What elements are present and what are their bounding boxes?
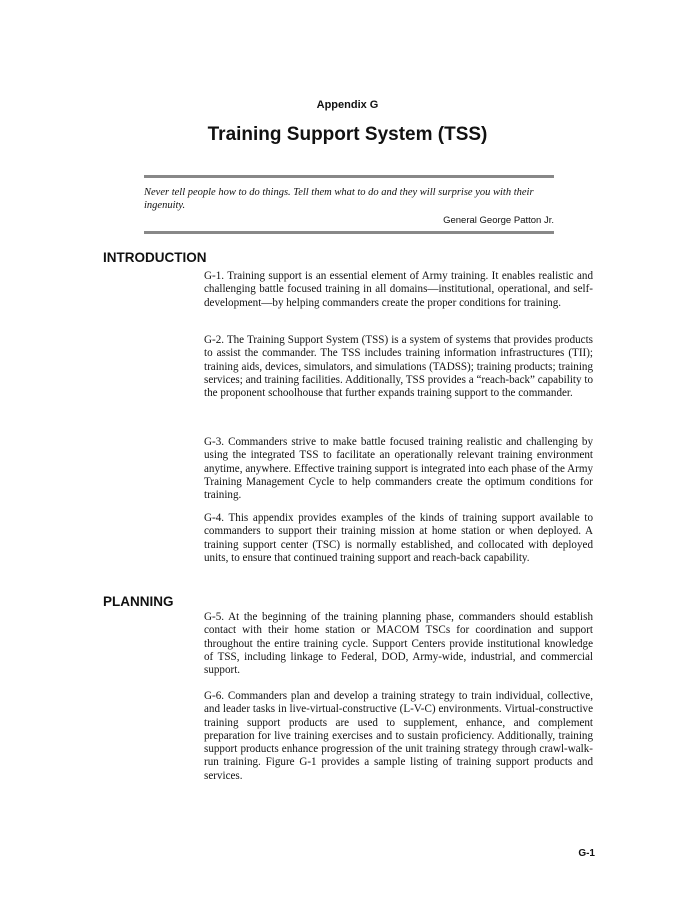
paragraph-g6: G-6. Commanders plan and develop a training strategy to train individual, collective, and leader tasks in live-virtual-constructive (L-V-C) environments. Virtual-constructive training support products are used to supplement, enhance, and complement preparation for live training exercises and to sustain proficiency. Additionally, training support products enhance progression of the unit training strategy through crawl-walk-run training. Figure G-1 provides a sample listing of training support products and services. [204,690,593,782]
page-title: Training Support System (TSS) [207,124,488,145]
section-heading-planning: PLANNING [103,594,174,609]
paragraph-g3: G-3. Commanders strive to make battle focused training realistic and challenging by using the integrated TSS to facilitate an operationally relevant training environment anytime, anywhere. Effective training support is integrated into each phase of the Army Training Management Cycle to help commanders create the optimum conditions for training. [204,436,593,502]
page-number: G-1 [578,848,595,859]
appendix-label: Appendix G [316,99,379,111]
epigraph-quote: Never tell people how to do things. Tell them what to do and they will surprise you with their ingenuity. [144,187,534,211]
paragraph-g4: G-4. This appendix provides examples of the kinds of training support available to commanders to support their training mission at home station or when deployed. A training support center (TSC) is normally established, and collocated with deployed units, to ensure that continued training support and reach-back capability. [204,512,593,564]
section-heading-introduction: INTRODUCTION [103,250,207,265]
epigraph-box [144,175,554,234]
paragraph-g1: G-1. Training support is an essential element of Army training. It enables realistic and challenging battle focused training in all domains—institutional, operational, and self-development—by helping commanders create the proper conditions for training. [204,270,593,309]
paragraph-g2: G-2. The Training Support System (TSS) is a system of systems that provides products to assist the commander. The TSS includes training information infrastructures (TII); training aids, devices, simulators, and simulations (TADSS); training products; training services; and training facilities. Additionally, TSS provides a “reach-back” capability to the proponent schoolhouse that further expands training support to the commander. [204,334,593,400]
epigraph-author: General George Patton Jr. [443,215,554,226]
paragraph-g5: G-5. At the beginning of the training planning phase, commanders should establish contact with their home station or MACOM TSCs for coordination and support throughout the entire training cycle. Support Centers provide institutional knowledge of TSS, including linkage to Federal, DOD, Army-wide, industrial, and commercial support. [204,611,593,677]
